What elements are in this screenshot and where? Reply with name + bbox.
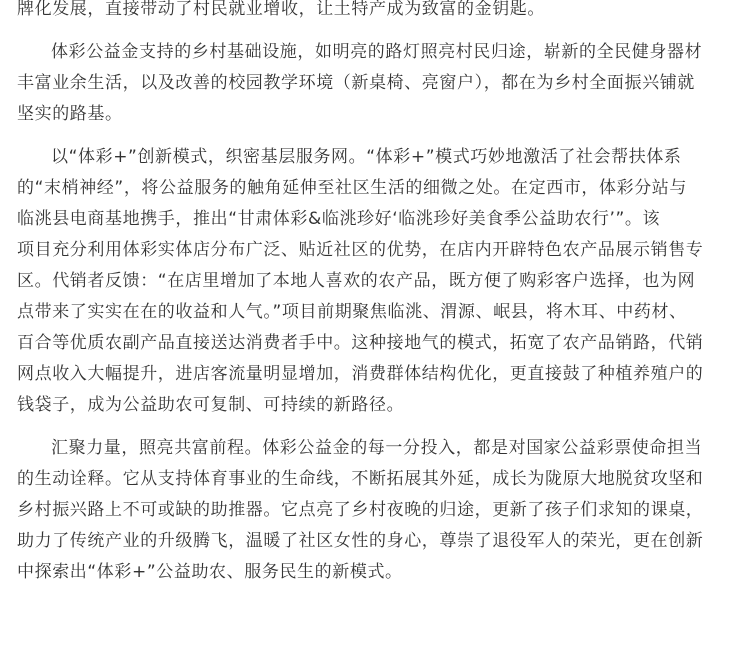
text-line: 牌化发展，直接带动了村民就业增收，让土特产成为致富的金钥匙。 [17, 0, 545, 19]
text-line: 点带来了实实在在的收益和人气。”项目前期聚焦临洮、渭源、岷县，将木耳、中药材、 [17, 302, 687, 322]
text-line: 百合等优质农副产品直接送达消费者手中。这种接地气的模式，拓宽了农产品销路，代销 [17, 333, 704, 353]
text-line: 以“体彩+”创新模式，织密基层服务网。“体彩+”模式巧妙地激活了社会帮扶体系 [51, 147, 682, 167]
text-line: 区。代销者反馈：“在店里增加了本地人喜欢的农产品，既方便了购彩客户选择，也为网 [17, 271, 696, 291]
text-line: 汇聚力量，照亮共富前程。体彩公益金的每一分投入，都是对国家公益彩票使命担当 [51, 438, 703, 458]
paragraph-4 [17, 433, 729, 588]
text-line: 中探索出“体彩+”公益助农、服务民生的新模式。 [17, 562, 403, 582]
text-line: 临洮县电商基地携手，推出“甘肃体彩&临洮珍好‘临洮珍好美食季公益助农行’”。该 [17, 209, 661, 229]
text-line: 乡村振兴路上不可或缺的助推器。它点亮了乡村夜晚的归途，更新了孩子们求知的课桌， [17, 500, 704, 520]
text-line: 的“末梢神经”，将公益服务的触角延伸至社区生活的细微之处。在定西市，体彩分站与 [17, 178, 688, 198]
paragraph-1 [17, 0, 729, 25]
text-line: 体彩公益金支持的乡村基础设施，如明亮的路灯照亮村民归途，崭新的全民健身器材 [51, 42, 703, 62]
paragraph-2 [17, 37, 729, 130]
text-line: 丰富业余生活，以及改善的校园教学环境（新桌椅、亮窗户），都在为乡村全面振兴铺就 [17, 73, 695, 93]
text-line: 钱袋子，成为公益助农可复制、可持续的新路径。 [17, 395, 405, 415]
text-line: 坚实的路基。 [17, 104, 123, 124]
text-line: 项目充分利用体彩实体店分布广泛、贴近社区的优势，在店内开辟特色农产品展示销售专 [17, 240, 704, 260]
text-line: 的生动诠释。它从支持体育事业的生命线，不断拓展其外延，成长为陇原大地脱贫攻坚和 [17, 469, 704, 489]
text-line: 助力了传统产业的升级腾飞，温暖了社区女性的身心，尊崇了退役军人的荣光，更在创新 [17, 531, 704, 551]
paragraph-3 [17, 142, 729, 421]
text-line: 网点收入大幅提升，进店客流量明显增加，消费群体结构优化，更直接鼓了种植养殖户的 [17, 364, 704, 384]
